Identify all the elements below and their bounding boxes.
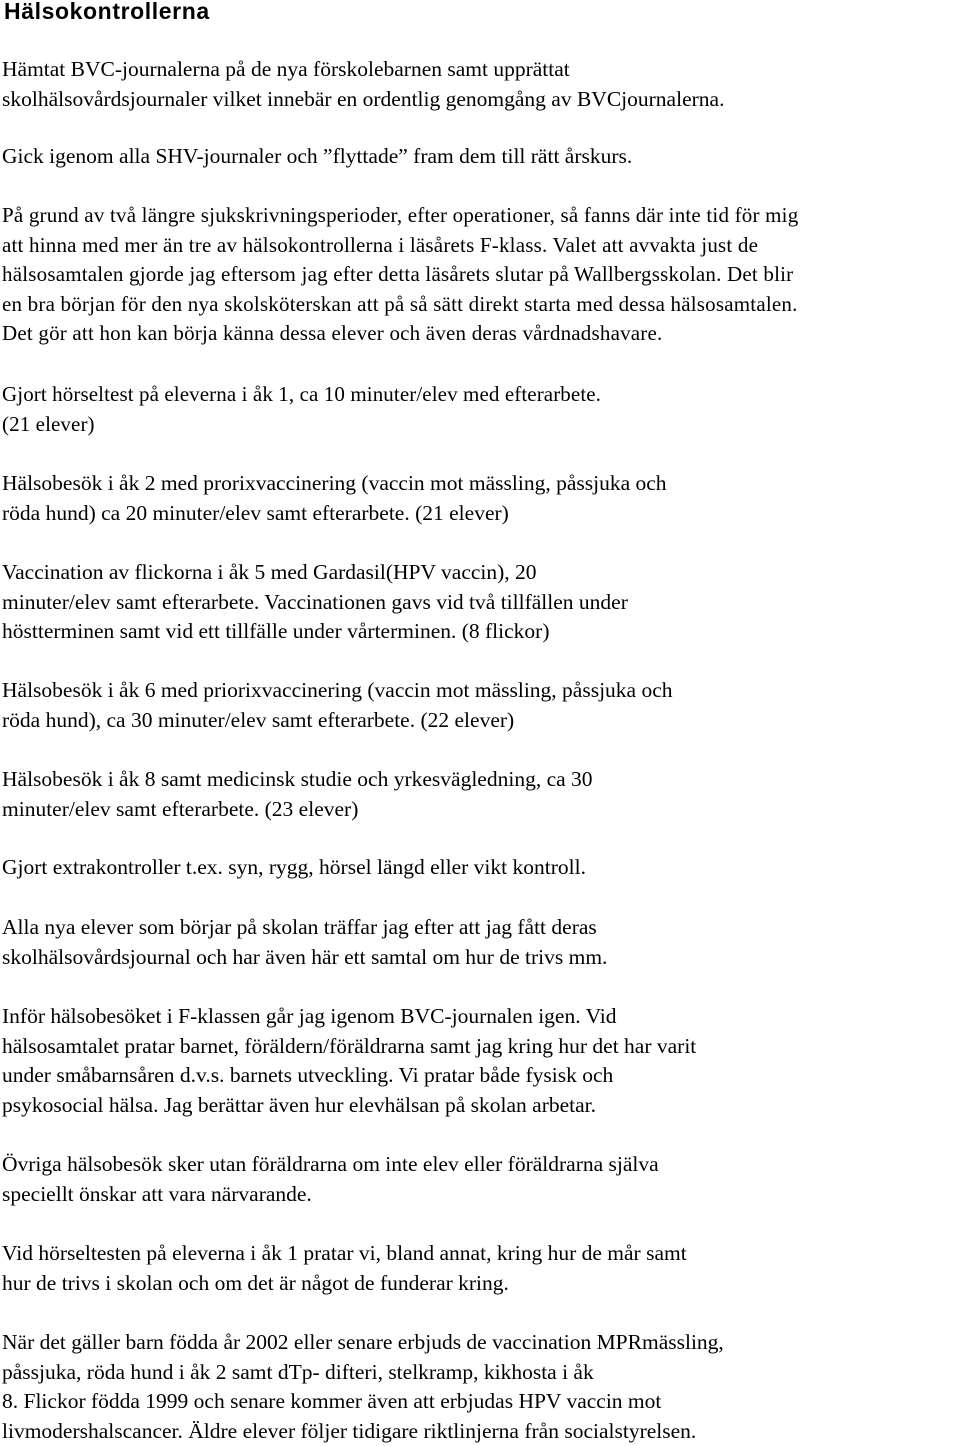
text-line: påssjuka, röda hund i åk 2 samt dTp- difteri, stelkramp, kikhosta i åk: [2, 1359, 594, 1384]
text-line: Vid hörseltesten på eleverna i åk 1 pratar vi, bland annat, kring hur de mår samt: [2, 1241, 687, 1265]
text-line: Gick igenom alla SHV-journaler och ”flyttade” fram dem till rätt årskurs.: [2, 144, 633, 168]
text-line: Övriga hälsobesök sker utan föräldrarna om inte elev eller föräldrarna själva: [2, 1152, 659, 1176]
paragraph-grade-2-visit: [2, 469, 667, 528]
text-line: Hälsobesök i åk 8 samt medicinsk studie och yrkesvägledning, ca 30: [2, 767, 593, 791]
text-line: Hämtat BVC-journalerna på de nya förskolebarnen samt upprättat: [2, 57, 570, 81]
text-line: Vaccination av flickorna i åk 5 med Gardasil(HPV vaccin), 20: [2, 560, 537, 584]
text-line: höstterminen samt vid ett tillfälle under vårterminen. (8 flickor): [2, 619, 550, 644]
paragraph-f-class-visit: [2, 1002, 696, 1120]
paragraph-hearing-talk: [2, 1239, 687, 1298]
text-line: röda hund), ca 30 minuter/elev samt efterarbete. (22 elever): [2, 707, 515, 732]
text-line: På grund av två längre sjukskrivningsperioder, efter operationer, så fanns där inte tid för mig: [2, 203, 799, 227]
paragraph-shv-journals: [2, 142, 632, 172]
paragraph-sick-leave: [2, 201, 798, 349]
paragraph-extra-checks: [2, 853, 586, 883]
paragraph-other-visits: [2, 1150, 659, 1209]
text-line: 8. Flickor födda 1999 och senare kommer även att erbjudas HPV vaccin mot: [2, 1389, 662, 1414]
paragraph-grade-6-visit: [2, 676, 673, 735]
paragraph-hearing-test: [2, 380, 601, 439]
text-line: hälsosamtalet pratar barnet, föräldern/föräldrarna samt jag kring hur det har varit: [2, 1033, 697, 1058]
text-line: speciellt önskar att vara närvarande.: [2, 1181, 312, 1206]
text-line: Hälsobesök i åk 6 med priorixvaccinering (vaccin mot mässling, påssjuka och: [2, 678, 673, 702]
paragraph-vaccination-schedule: [2, 1328, 724, 1446]
paragraph-grade-5-vaccination: [2, 558, 628, 647]
text-line: att hinna med mer än tre av hälsokontrollerna i läsårets F-klass. Valet att avvakta just de: [2, 232, 759, 257]
text-line: en bra början för den nya skolsköterskan att på så sätt direkt starta med dessa hälsosamtalen.: [2, 291, 798, 316]
text-line: Alla nya elever som börjar på skolan träffar jag efter att jag fått deras: [2, 915, 597, 939]
text-line: livmodershalscancer. Äldre elever följer tidigare riktlinjerna från socialstyrelsen.: [2, 1418, 697, 1443]
document-title: Hälsokontrollerna: [4, 0, 210, 24]
text-line: Hälsobesök i åk 2 med prorixvaccinering (vaccin mot mässling, påssjuka och: [2, 471, 667, 495]
text-line: minuter/elev samt efterarbete. Vaccinationen gavs vid två tillfällen under: [2, 589, 628, 614]
text-line: Gjort hörseltest på eleverna i åk 1, ca 10 minuter/elev med efterarbete.: [2, 382, 602, 406]
text-line: (21 elever): [2, 411, 95, 436]
text-line: Gjort extrakontroller t.ex. syn, rygg, hörsel längd eller vikt kontroll.: [2, 855, 586, 879]
text-line: Det gör att hon kan börja känna dessa elever och även deras vårdnadshavare.: [2, 321, 663, 346]
text-line: Inför hälsobesöket i F-klassen går jag igenom BVC-journalen igen. Vid: [2, 1004, 617, 1028]
text-line: minuter/elev samt efterarbete. (23 elever): [2, 796, 359, 821]
text-line: psykosocial hälsa. Jag berättar även hur elevhälsan på skolan arbetar.: [2, 1092, 597, 1117]
paragraph-grade-8-visit: [2, 765, 593, 824]
text-line: När det gäller barn födda år 2002 eller senare erbjuds de vaccination MPRmässling,: [2, 1330, 724, 1354]
text-line: skolhälsovårdsjournal och har även här ett samtal om hur de trivs mm.: [2, 944, 608, 969]
text-line: hälsosamtalen gjorde jag eftersom jag efter detta läsårets slutar på Wallbergsskolan. Det blir: [2, 262, 794, 287]
text-line: under småbarnsåren d.v.s. barnets utveckling. Vi pratar både fysisk och: [2, 1063, 614, 1088]
text-line: skolhälsovårdsjournaler vilket innebär en ordentlig genomgång av BVCjournalerna.: [2, 86, 725, 111]
paragraph-new-students: [2, 913, 607, 972]
text-line: röda hund) ca 20 minuter/elev samt efterarbete. (21 elever): [2, 500, 509, 525]
text-line: hur de trivs i skolan och om det är något de funderar kring.: [2, 1270, 509, 1295]
paragraph-bvc-journals: [2, 55, 724, 114]
